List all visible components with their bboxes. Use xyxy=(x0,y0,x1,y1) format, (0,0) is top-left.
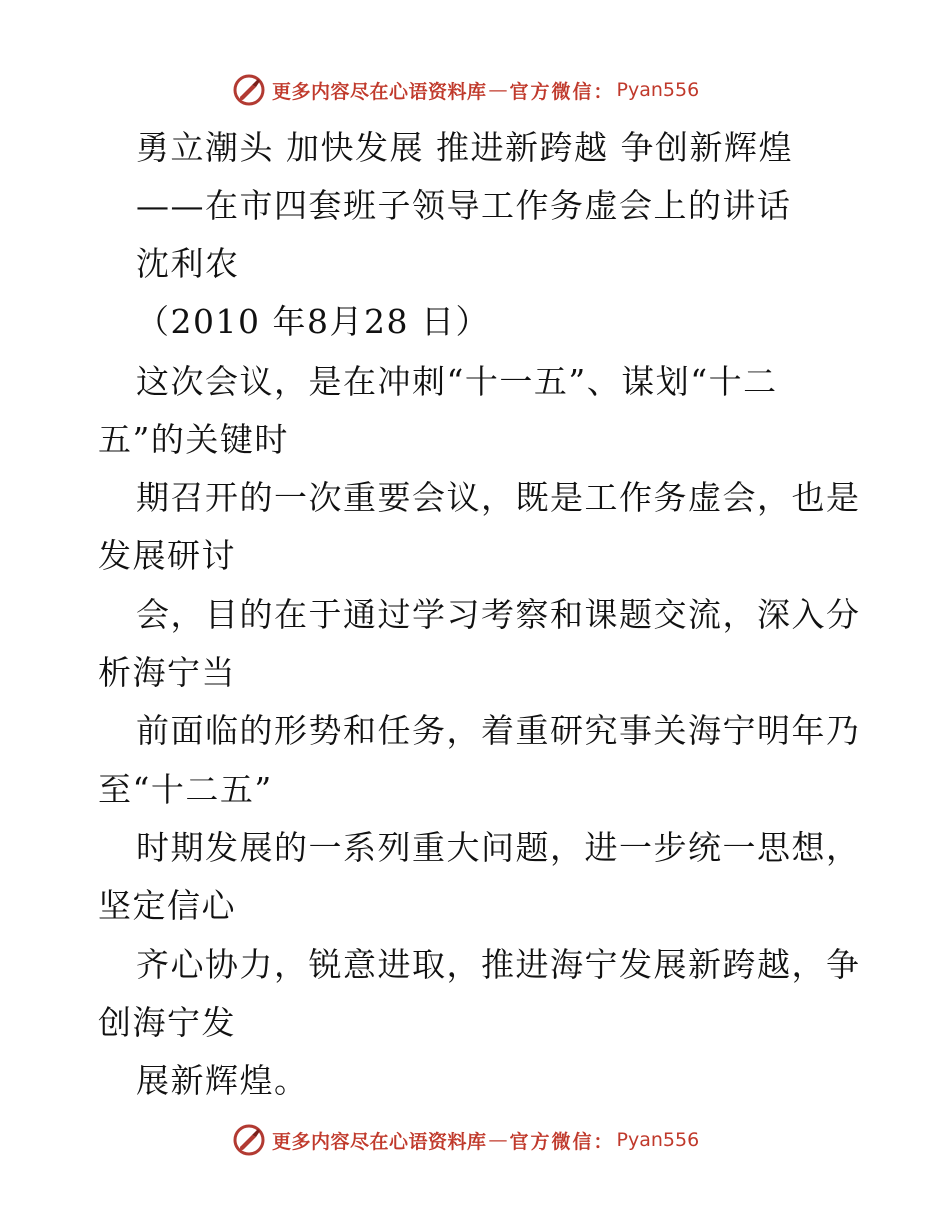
document-subtitle: ——在市四套班子领导工作务虚会上的讲话 xyxy=(136,186,792,225)
document-date: （2010 年8月28 日） xyxy=(136,302,490,341)
banner-brand: 更多内容尽在心语资料库 xyxy=(272,80,487,103)
paragraph-line: 会，目的在于通过学习考察和课题交流，深入分 xyxy=(136,595,861,634)
paragraph-line: 发展研讨 xyxy=(98,536,236,575)
banner-official: 官方微信： xyxy=(509,80,615,103)
logo-icon xyxy=(232,73,266,107)
logo-icon xyxy=(232,1123,266,1157)
paragraph-line: 至“十二五” xyxy=(98,770,273,809)
document-title: 勇立潮头 加快发展 推进新跨越 争创新辉煌 xyxy=(136,128,793,167)
paragraph-line: 期召开的一次重要会议，既是工作务虚会，也是 xyxy=(136,478,861,517)
banner-brand: 更多内容尽在心语资料库 xyxy=(272,1130,487,1153)
document-author: 沈利农 xyxy=(136,244,240,283)
paragraph-line: 展新辉煌。 xyxy=(136,1061,309,1100)
banner-official: 官方微信： xyxy=(509,1130,615,1153)
banner-handle: Pyan556 xyxy=(616,79,700,101)
paragraph-line: 齐心协力，锐意进取，推进海宁发展新跨越，争 xyxy=(136,945,861,984)
footer-banner xyxy=(232,1120,752,1160)
paragraph-line: 析海宁当 xyxy=(98,653,236,692)
paragraph-line: 坚定信心 xyxy=(98,886,236,925)
banner-handle: Pyan556 xyxy=(616,1129,700,1151)
paragraph-line: 时期发展的一系列重大问题，进一步统一思想， xyxy=(136,828,861,867)
paragraph-line: 创海宁发 xyxy=(98,1003,236,1042)
header-banner xyxy=(232,70,752,110)
banner-dash: — xyxy=(488,79,508,101)
banner-dash: — xyxy=(488,1129,508,1151)
paragraph-line: 这次会议，是在冲刺“十一五”、谋划“十二 xyxy=(136,362,778,401)
paragraph-line: 五”的关键时 xyxy=(98,420,289,459)
paragraph-line: 前面临的形势和任务，着重研究事关海宁明年乃 xyxy=(136,711,861,750)
